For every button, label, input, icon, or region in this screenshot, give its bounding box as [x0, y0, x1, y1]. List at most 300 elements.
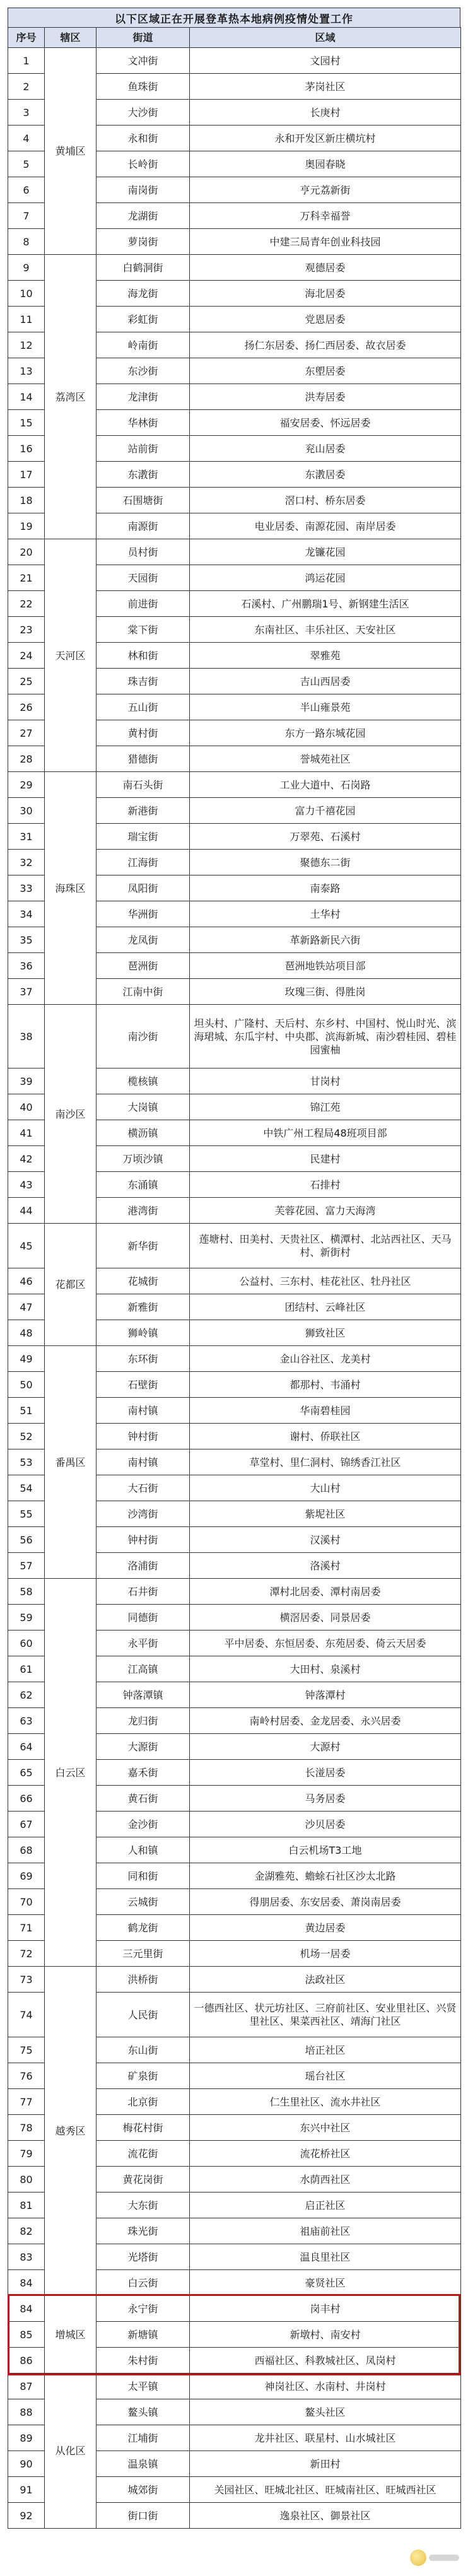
row-number: 46 — [8, 1268, 45, 1294]
area-name: 狮致社区 — [190, 1320, 461, 1346]
area-name: 长湴居委 — [190, 1760, 461, 1786]
street-name: 梅花村街 — [97, 2115, 190, 2141]
row-number: 55 — [8, 1501, 45, 1527]
street-name: 大岗镇 — [97, 1094, 190, 1120]
street-name: 东环街 — [97, 1346, 190, 1372]
area-name: 南泰路 — [190, 875, 461, 901]
row-number: 43 — [8, 1172, 45, 1198]
street-name: 南岗街 — [97, 177, 190, 203]
column-header-area: 区域 — [190, 28, 461, 48]
area-name: 白云机场T3工地 — [190, 1837, 461, 1863]
row-number: 60 — [8, 1630, 45, 1656]
row-number: 42 — [8, 1146, 45, 1172]
column-header-street: 街道 — [97, 28, 190, 48]
row-number: 36 — [8, 953, 45, 979]
area-name: 草堂村、里仁洞村、锦绣香江社区 — [190, 1449, 461, 1475]
row-number: 58 — [8, 1579, 45, 1605]
row-number: 88 — [8, 2399, 45, 2425]
row-number: 12 — [8, 332, 45, 358]
area-name: 琶洲地铁站项目部 — [190, 953, 461, 979]
street-name: 钟落潭镇 — [97, 1682, 190, 1708]
street-name: 龙湖街 — [97, 203, 190, 229]
area-name: 法政社区 — [190, 1967, 461, 1993]
row-number: 34 — [8, 901, 45, 927]
street-name: 石井街 — [97, 1579, 190, 1605]
street-name: 东山街 — [97, 2037, 190, 2063]
street-name: 沙湾街 — [97, 1501, 190, 1527]
area-name: 石排村 — [190, 1172, 461, 1198]
watermark — [410, 2547, 459, 2568]
street-name: 新华街 — [97, 1224, 190, 1268]
row-number: 4 — [8, 126, 45, 151]
area-name: 金山谷社区、龙美村 — [190, 1346, 461, 1372]
street-name: 钟村街 — [97, 1527, 190, 1553]
row-number: 17 — [8, 462, 45, 488]
area-name: 培正社区 — [190, 2037, 461, 2063]
district-name: 南沙区 — [45, 1005, 97, 1224]
row-number: 33 — [8, 875, 45, 901]
area-name: 龙井社区、联星村、山水城社区 — [190, 2425, 461, 2451]
street-name: 珠吉街 — [97, 669, 190, 694]
street-name: 洪桥街 — [97, 1967, 190, 1993]
street-name: 瑞宝街 — [97, 824, 190, 850]
street-name: 华洲街 — [97, 901, 190, 927]
row-number: 72 — [8, 1941, 45, 1967]
row-number: 82 — [8, 2218, 45, 2244]
area-name: 团结村、云峰社区 — [190, 1294, 461, 1320]
street-name: 大沙街 — [97, 100, 190, 126]
row-number: 91 — [8, 2477, 45, 2503]
area-name: 吉山西居委 — [190, 669, 461, 694]
area-name: 文园村 — [190, 48, 461, 74]
area-name: 东方一路东城花园 — [190, 720, 461, 746]
street-name: 狮岭镇 — [97, 1320, 190, 1346]
table-row — [8, 48, 461, 74]
row-number: 39 — [8, 1068, 45, 1094]
area-name: 工业大道中、石岗路 — [190, 772, 461, 798]
row-number: 41 — [8, 1120, 45, 1146]
area-name: 大源村 — [190, 1734, 461, 1760]
area-name: 豪贤社区 — [190, 2270, 461, 2296]
row-number: 13 — [8, 358, 45, 384]
street-name: 人和镇 — [97, 1837, 190, 1863]
street-name: 白鹤洞街 — [97, 255, 190, 281]
district-name: 海珠区 — [45, 772, 97, 1005]
street-name: 天园街 — [97, 565, 190, 591]
street-name: 三元里街 — [97, 1941, 190, 1967]
area-name: 万翠苑、石溪村 — [190, 824, 461, 850]
area-name: 黄边居委 — [190, 1915, 461, 1941]
table-row — [8, 1005, 461, 1068]
row-number: 54 — [8, 1475, 45, 1501]
street-name: 云城街 — [97, 1889, 190, 1915]
area-name: 大田村、泉溪村 — [190, 1656, 461, 1682]
row-number: 87 — [8, 2374, 45, 2399]
row-number: 64 — [8, 1734, 45, 1760]
street-name: 朱村街 — [97, 2348, 190, 2374]
watermark-bar — [429, 2555, 459, 2561]
area-name: 洪寿居委 — [190, 384, 461, 410]
street-name: 员村街 — [97, 539, 190, 565]
area-name: 土华村 — [190, 901, 461, 927]
street-name: 东漖街 — [97, 462, 190, 488]
row-number: 3 — [8, 100, 45, 126]
row-number: 59 — [8, 1605, 45, 1630]
street-name: 大源街 — [97, 1734, 190, 1760]
street-name: 永宁街 — [97, 2296, 190, 2322]
area-name: 岗丰村 — [190, 2296, 461, 2322]
row-number: 20 — [8, 539, 45, 565]
area-name: 聚德东二街 — [190, 850, 461, 875]
street-name: 珠光街 — [97, 2218, 190, 2244]
row-number: 77 — [8, 2089, 45, 2115]
street-name: 新塘镇 — [97, 2322, 190, 2348]
street-name: 南石头街 — [97, 772, 190, 798]
row-number: 86 — [8, 2348, 45, 2374]
row-number: 9 — [8, 255, 45, 281]
street-name: 白云街 — [97, 2270, 190, 2296]
row-number: 69 — [8, 1863, 45, 1889]
street-name: 华林街 — [97, 410, 190, 436]
street-name: 龙津街 — [97, 384, 190, 410]
area-name: 中铁广州工程局48班项目部 — [190, 1120, 461, 1146]
street-name: 黄花岗街 — [97, 2167, 190, 2193]
row-number: 30 — [8, 798, 45, 824]
area-name: 水荫西社区 — [190, 2167, 461, 2193]
street-name: 长岭街 — [97, 151, 190, 177]
area-name: 电业居委、南源花园、南岸居委 — [190, 513, 461, 539]
street-name: 黄村街 — [97, 720, 190, 746]
street-name: 石围塘街 — [97, 488, 190, 513]
area-name: 马务居委 — [190, 1786, 461, 1812]
area-name: 祖庙前社区 — [190, 2218, 461, 2244]
area-name: 东塱居委 — [190, 358, 461, 384]
row-number: 92 — [8, 2503, 45, 2529]
area-name: 芙蓉花园、富力天海湾 — [190, 1198, 461, 1224]
street-name: 江高镇 — [97, 1656, 190, 1682]
street-name: 南源街 — [97, 513, 190, 539]
area-name: 瑶台社区 — [190, 2063, 461, 2089]
area-name: 洛溪村 — [190, 1553, 461, 1579]
row-number: 74 — [8, 1993, 45, 2037]
street-name: 人民街 — [97, 1993, 190, 2037]
street-name: 凤阳街 — [97, 875, 190, 901]
area-name: 紫坭社区 — [190, 1501, 461, 1527]
area-name: 关园社区、旺城北社区、旺城南社区、旺城西社区 — [190, 2477, 461, 2503]
street-name: 横沥镇 — [97, 1120, 190, 1146]
street-name: 林和街 — [97, 643, 190, 669]
area-name: 东兴中社区 — [190, 2115, 461, 2141]
row-number: 6 — [8, 177, 45, 203]
area-name: 中建三局青年创业科技园 — [190, 229, 461, 255]
table-row — [8, 2296, 461, 2322]
row-number: 81 — [8, 2193, 45, 2218]
area-name: 潭村北居委、潭村南居委 — [190, 1579, 461, 1605]
area-name: 鸿运花园 — [190, 565, 461, 591]
street-name: 光塔街 — [97, 2244, 190, 2270]
area-name: 长庚村 — [190, 100, 461, 126]
table-row — [8, 1346, 461, 1372]
area-name: 东南社区、丰乐社区、天安社区 — [190, 617, 461, 643]
row-number: 38 — [8, 1005, 45, 1068]
area-name: 兖山居委 — [190, 436, 461, 462]
street-name: 钟村街 — [97, 1424, 190, 1449]
area-name: 启正社区 — [190, 2193, 461, 2218]
row-number: 85 — [8, 2322, 45, 2348]
area-name: 福安居委、怀远居委 — [190, 410, 461, 436]
street-name: 南村镇 — [97, 1398, 190, 1424]
street-name: 温泉镇 — [97, 2451, 190, 2477]
area-name: 新田村 — [190, 2451, 461, 2477]
street-name: 洛浦街 — [97, 1553, 190, 1579]
district-name: 花都区 — [45, 1224, 97, 1346]
street-name: 站前街 — [97, 436, 190, 462]
row-number: 83 — [8, 2244, 45, 2270]
row-number: 78 — [8, 2115, 45, 2141]
area-name: 滘口村、桥东居委 — [190, 488, 461, 513]
street-name: 城郊街 — [97, 2477, 190, 2503]
row-number: 52 — [8, 1424, 45, 1449]
area-name: 民建村 — [190, 1146, 461, 1172]
row-number: 7 — [8, 203, 45, 229]
row-number: 8 — [8, 229, 45, 255]
area-name: 党恩居委 — [190, 307, 461, 332]
street-name: 五山街 — [97, 694, 190, 720]
row-number: 18 — [8, 488, 45, 513]
district-name: 白云区 — [45, 1579, 97, 1967]
area-name: 公益村、三东村、桂花社区、牡丹社区 — [190, 1268, 461, 1294]
street-name: 文冲街 — [97, 48, 190, 74]
area-name: 大山村 — [190, 1475, 461, 1501]
row-number: 80 — [8, 2167, 45, 2193]
row-number: 15 — [8, 410, 45, 436]
area-name: 龙镰花园 — [190, 539, 461, 565]
row-number: 19 — [8, 513, 45, 539]
table-row — [8, 772, 461, 798]
street-name: 大东街 — [97, 2193, 190, 2218]
street-name: 猎德街 — [97, 746, 190, 772]
case-area-table — [8, 27, 461, 2529]
row-number: 76 — [8, 2063, 45, 2089]
row-number: 79 — [8, 2141, 45, 2167]
table-header-row — [8, 28, 461, 48]
district-name: 从化区 — [45, 2374, 97, 2529]
area-name: 机场一居委 — [190, 1941, 461, 1967]
area-name: 甘岗村 — [190, 1068, 461, 1094]
street-name: 龙凤街 — [97, 927, 190, 953]
street-name: 东沙街 — [97, 358, 190, 384]
area-name: 海北居委 — [190, 281, 461, 307]
street-name: 同德街 — [97, 1605, 190, 1630]
area-name: 钟落潭村 — [190, 1682, 461, 1708]
column-header-district: 辖区 — [45, 28, 97, 48]
street-name: 花城街 — [97, 1268, 190, 1294]
row-number: 84 — [8, 2296, 45, 2322]
street-name: 永和街 — [97, 126, 190, 151]
area-name: 谢村、侨联社区 — [190, 1424, 461, 1449]
row-number: 22 — [8, 591, 45, 617]
area-name: 新墩村、南安村 — [190, 2322, 461, 2348]
row-number: 68 — [8, 1837, 45, 1863]
row-number: 73 — [8, 1967, 45, 1993]
row-number: 66 — [8, 1786, 45, 1812]
row-number: 45 — [8, 1224, 45, 1268]
area-name: 金湖雅苑、蟾蜍石社区沙太北路 — [190, 1863, 461, 1889]
area-name: 一德西社区、状元坊社区、三府前社区、安业里社区、兴贤里社区、果菜西社区、靖海门社区 — [190, 1993, 461, 2037]
table-row — [8, 2374, 461, 2399]
district-name: 荔湾区 — [45, 255, 97, 539]
table-row — [8, 1224, 461, 1268]
row-number: 40 — [8, 1094, 45, 1120]
area-name: 奥园春晓 — [190, 151, 461, 177]
row-number: 84 — [8, 2270, 45, 2296]
street-name: 嘉禾街 — [97, 1760, 190, 1786]
row-number: 49 — [8, 1346, 45, 1372]
district-name: 黄埔区 — [45, 48, 97, 255]
row-number: 5 — [8, 151, 45, 177]
row-number: 71 — [8, 1915, 45, 1941]
row-number: 57 — [8, 1553, 45, 1579]
street-name: 鳌头镇 — [97, 2399, 190, 2425]
row-number: 28 — [8, 746, 45, 772]
row-number: 31 — [8, 824, 45, 850]
area-name: 万科幸福誉 — [190, 203, 461, 229]
street-name: 新雅街 — [97, 1294, 190, 1320]
row-number: 35 — [8, 927, 45, 953]
area-name: 鳌头社区 — [190, 2399, 461, 2425]
street-name: 东涌镇 — [97, 1172, 190, 1198]
street-name: 鹤龙街 — [97, 1915, 190, 1941]
row-number: 63 — [8, 1708, 45, 1734]
area-name: 坦头村、广隆村、天后村、东乡村、中国村、悦山时光、滨海珺城、东瓜宇村、中央郡、滨海新城、南沙碧桂园、碧桂园蜜柚 — [190, 1005, 461, 1068]
street-name: 岭南街 — [97, 332, 190, 358]
area-name: 观德居委 — [190, 255, 461, 281]
street-name: 新港街 — [97, 798, 190, 824]
area-name: 都那村、韦涌村 — [190, 1372, 461, 1398]
table-body — [8, 48, 461, 2529]
row-number: 90 — [8, 2451, 45, 2477]
row-number: 14 — [8, 384, 45, 410]
district-name: 天河区 — [45, 539, 97, 772]
street-name: 龙归街 — [97, 1708, 190, 1734]
row-number: 10 — [8, 281, 45, 307]
area-name: 沙贝居委 — [190, 1812, 461, 1837]
street-name: 江海街 — [97, 850, 190, 875]
area-name: 富力千禧花园 — [190, 798, 461, 824]
row-number: 27 — [8, 720, 45, 746]
row-number: 53 — [8, 1449, 45, 1475]
area-name: 西福社区、科教城社区、凤岗村 — [190, 2348, 461, 2374]
street-name: 万顷沙镇 — [97, 1146, 190, 1172]
area-name: 流花桥社区 — [190, 2141, 461, 2167]
row-number: 24 — [8, 643, 45, 669]
area-name: 半山雍景苑 — [190, 694, 461, 720]
street-name: 彩虹街 — [97, 307, 190, 332]
street-name: 南沙街 — [97, 1005, 190, 1068]
row-number: 65 — [8, 1760, 45, 1786]
area-name: 莲塘村、田美村、天贵社区、横潭村、北站西社区、天马村、新街村 — [190, 1224, 461, 1268]
street-name: 江埔街 — [97, 2425, 190, 2451]
street-name: 江南中街 — [97, 979, 190, 1005]
area-name: 横滘居委、同景居委 — [190, 1605, 461, 1630]
area-name: 汉溪村 — [190, 1527, 461, 1553]
table-row — [8, 1967, 461, 1993]
row-number: 2 — [8, 74, 45, 100]
row-number: 48 — [8, 1320, 45, 1346]
street-name: 永平街 — [97, 1630, 190, 1656]
area-name: 逸泉社区、御景社区 — [190, 2503, 461, 2529]
district-name: 番禺区 — [45, 1346, 97, 1579]
street-name: 海龙街 — [97, 281, 190, 307]
area-name: 永和开发区新庄横坑村 — [190, 126, 461, 151]
street-name: 石壁街 — [97, 1372, 190, 1398]
row-number: 1 — [8, 48, 45, 74]
area-name: 亨元荔新街 — [190, 177, 461, 203]
table-row — [8, 1579, 461, 1605]
area-name: 仁生里社区、流水井社区 — [190, 2089, 461, 2115]
row-number: 23 — [8, 617, 45, 643]
column-header-no: 序号 — [8, 28, 45, 48]
document — [8, 8, 460, 2529]
area-name: 东漖居委 — [190, 462, 461, 488]
row-number: 70 — [8, 1889, 45, 1915]
street-name: 前进街 — [97, 591, 190, 617]
area-name: 扬仁东居委、扬仁西居委、故衣居委 — [190, 332, 461, 358]
street-name: 鱼珠街 — [97, 74, 190, 100]
area-name: 石溪村、广州鹏瑞1号、新钢建生活区 — [190, 591, 461, 617]
street-name: 大石街 — [97, 1475, 190, 1501]
area-name: 南岭村居委、金龙居委、永兴居委 — [190, 1708, 461, 1734]
street-name: 太平镇 — [97, 2374, 190, 2399]
area-name: 得朋居委、东安居委、萧岗南居委 — [190, 1889, 461, 1915]
table-row — [8, 255, 461, 281]
area-name: 平中居委、东恒居委、东苑居委、倚云天居委 — [190, 1630, 461, 1656]
row-number: 50 — [8, 1372, 45, 1398]
area-name: 锦江苑 — [190, 1094, 461, 1120]
area-name: 神岗社区、水南村、井岗村 — [190, 2374, 461, 2399]
street-name: 金沙街 — [97, 1812, 190, 1837]
row-number: 16 — [8, 436, 45, 462]
district-name: 增城区 — [45, 2296, 97, 2374]
row-number: 37 — [8, 979, 45, 1005]
street-name: 流花街 — [97, 2141, 190, 2167]
row-number: 44 — [8, 1198, 45, 1224]
street-name: 榄核镇 — [97, 1068, 190, 1094]
row-number: 25 — [8, 669, 45, 694]
row-number: 75 — [8, 2037, 45, 2063]
street-name: 同和街 — [97, 1863, 190, 1889]
area-name: 华南碧桂园 — [190, 1398, 461, 1424]
document-title: 以下区域正在开展登革热本地病例疫情处置工作 — [8, 8, 460, 27]
row-number: 61 — [8, 1656, 45, 1682]
street-name: 黄石街 — [97, 1786, 190, 1812]
street-name: 琶洲街 — [97, 953, 190, 979]
street-name: 南村镇 — [97, 1449, 190, 1475]
street-name: 港湾街 — [97, 1198, 190, 1224]
row-number: 11 — [8, 307, 45, 332]
row-number: 32 — [8, 850, 45, 875]
district-name: 越秀区 — [45, 1967, 97, 2296]
row-number: 21 — [8, 565, 45, 591]
row-number: 47 — [8, 1294, 45, 1320]
area-name: 茅岗社区 — [190, 74, 461, 100]
row-number: 29 — [8, 772, 45, 798]
row-number: 26 — [8, 694, 45, 720]
table-row — [8, 539, 461, 565]
row-number: 56 — [8, 1527, 45, 1553]
row-number: 51 — [8, 1398, 45, 1424]
watermark-emblem-icon — [410, 2550, 426, 2566]
